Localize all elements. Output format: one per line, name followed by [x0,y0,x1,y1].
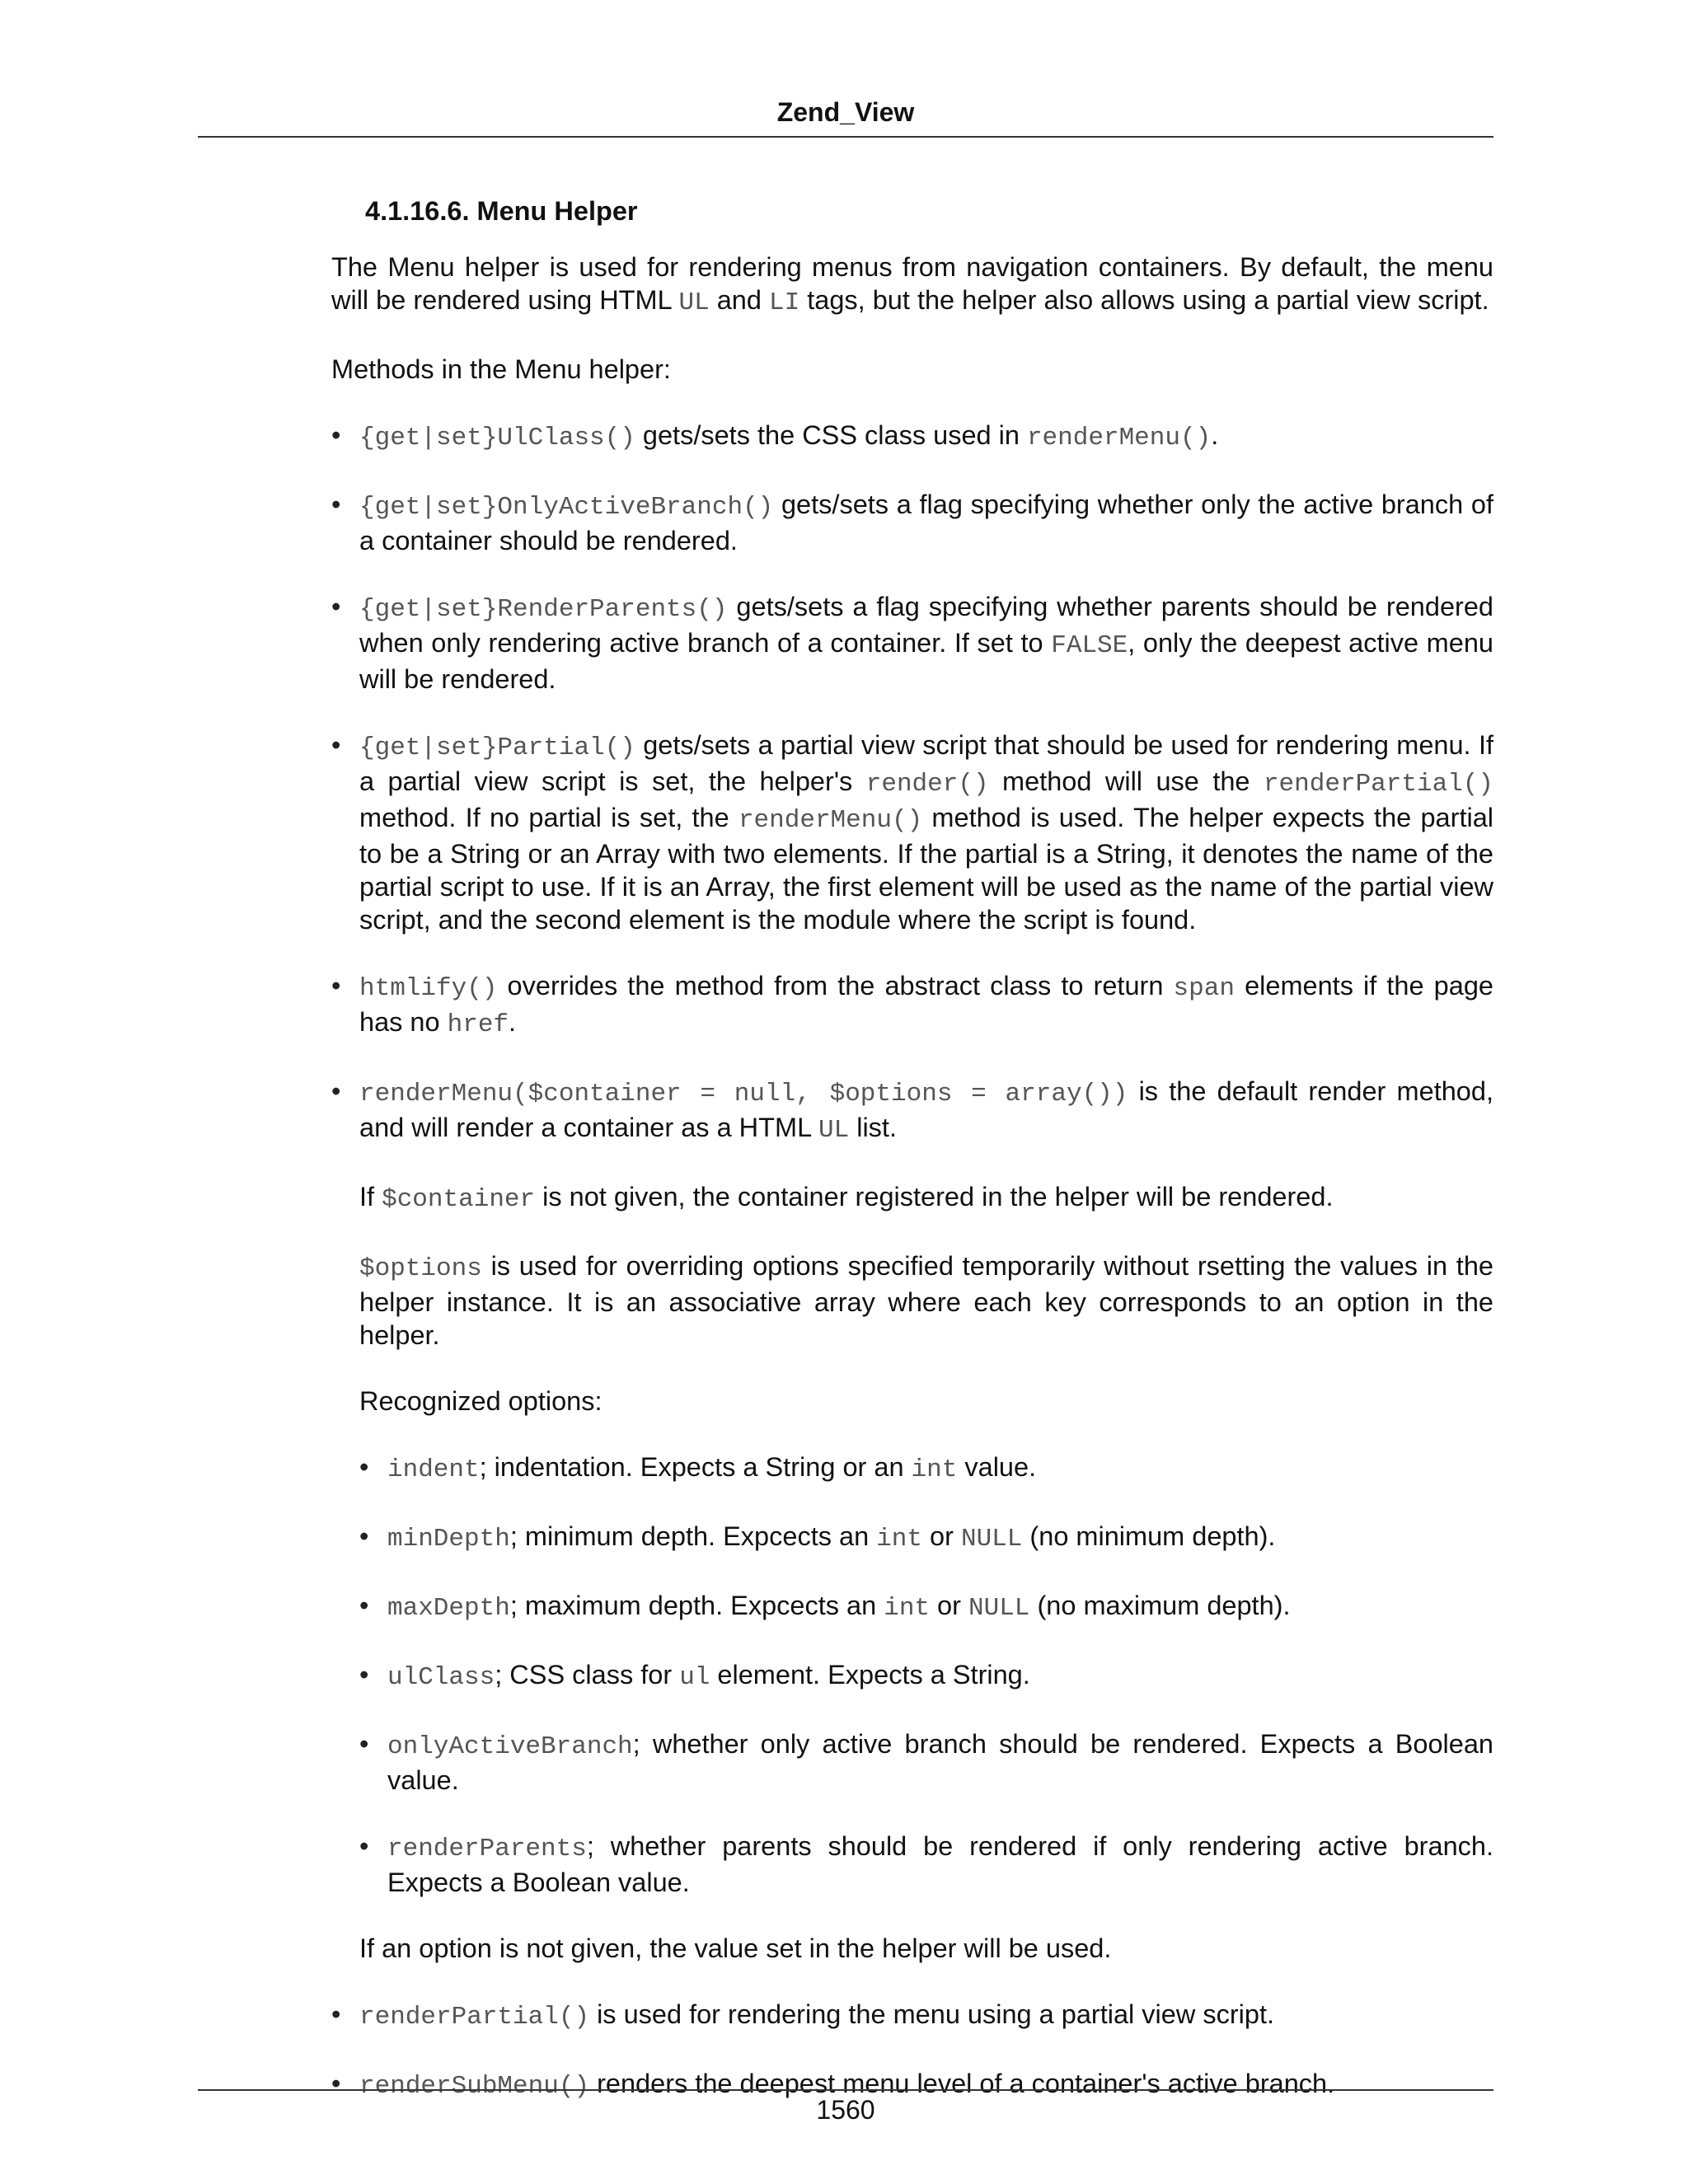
list-item: • renderPartial() is used for rendering the menu using a partial view script. [331,1998,1493,2034]
option-item: • onlyActiveBranch; whether only active branch should be rendered. Expects a Boolean value. [359,1727,1493,1797]
option-item: • minDepth; minimum depth. Expcects an int or NULL (no minimum depth). [359,1520,1493,1556]
container-note: If $container is not given, the container registered in the helper will be rendered. [359,1182,1334,1214]
intro-paragraph: The Menu helper is used for rendering menus from navigation containers. By default, the menu will be rendered using HTML UL and LI tags, but the helper also allows using a partial view script. [331,252,1493,317]
list-item: • renderSubMenu() renders the deepest menu level of a container's active branch. [331,2067,1493,2103]
methods-list [331,419,1493,2103]
list-item: • {get|set}OnlyActiveBranch() gets/sets a flag specifying whether only the active branch of a container should be rendered. [331,488,1493,557]
header-rule [198,136,1493,138]
options-list [359,1451,1493,1899]
option-item: • ulClass; CSS class for ul element. Expects a String. [359,1658,1493,1694]
footer-rule [198,2089,1493,2091]
options-note: $options is used for overriding options specified temporarily without rsetting the values in the helper instance. It is an associative array where each key corresponds to an option in the helper. [359,1251,1493,1350]
section-title: 4.1.16.6. Menu Helper [365,196,638,226]
list-item: • renderMenu($container = null, $options = array()) is the default render method, and will render a container as a HTML UL list. If $container is not given, the container registered in the helper will be rendered. $options is used for overriding options specified temporarily without rsetting the values in the helper instance. It is an associative array where each key corresponds to an option in the helper. Recognized options: • indent; indentation. Expects a String or an int value. • minDepth; minimum depth. Expcects an int or NULL (no minimum depth). • maxDepth; maximum depth. Expcects an int or NULL (no maximum depth). • ulClass; CSS class for ul element. Expects a String. • onlyActiveBranch; whether only active branch should be rendered. Expects a Boolean value. • renderParents; whether parents should be rendered if only rendering active branch. Expects a Boolean value. If an option is not given, the value set in the helper will be used. [331,1075,1493,1965]
option-item: • indent; indentation. Expects a String or an int value. [359,1451,1493,1487]
option-item: • maxDepth; maximum depth. Expcects an int or NULL (no maximum depth). [359,1589,1493,1625]
page-content [331,194,1493,2136]
list-item: • {get|set}RenderParents() gets/sets a flag specifying whether parents should be rendered when only rendering active branch of a container. If set to FALSE, only the deepest active menu will be rendered. [331,590,1493,696]
list-item: • htmlify() overrides the method from the abstract class to return span elements if the page has no href. [331,969,1493,1042]
page-header: Zend_View [776,97,915,127]
methods-intro: Methods in the Menu helper: [331,354,671,384]
page-number: 1560 [816,2095,875,2125]
list-item: • {get|set}UlClass() gets/sets the CSS class used in renderMenu(). [331,419,1493,455]
list-item: • {get|set}Partial() gets/sets a partial view script that should be used for rendering menu. If a partial view script is set, the helper's render() method will use the renderPartial() method. If no partial is set, the renderMenu() method is used. The helper expects the partial to be a String or an Array with two elements. If the partial is a String, it denotes the name of the partial script to use. If it is an Array, the first element will be used as the name of the partial view script, and the second element is the module where the script is found. [331,729,1493,936]
recognized-options-label: Recognized options: [359,1386,603,1416]
option-default-note: If an option is not given, the value set in the helper will be used. [359,1933,1112,1963]
option-item: • renderParents; whether parents should be rendered if only rendering active branch. Expects a Boolean value. [359,1830,1493,1899]
